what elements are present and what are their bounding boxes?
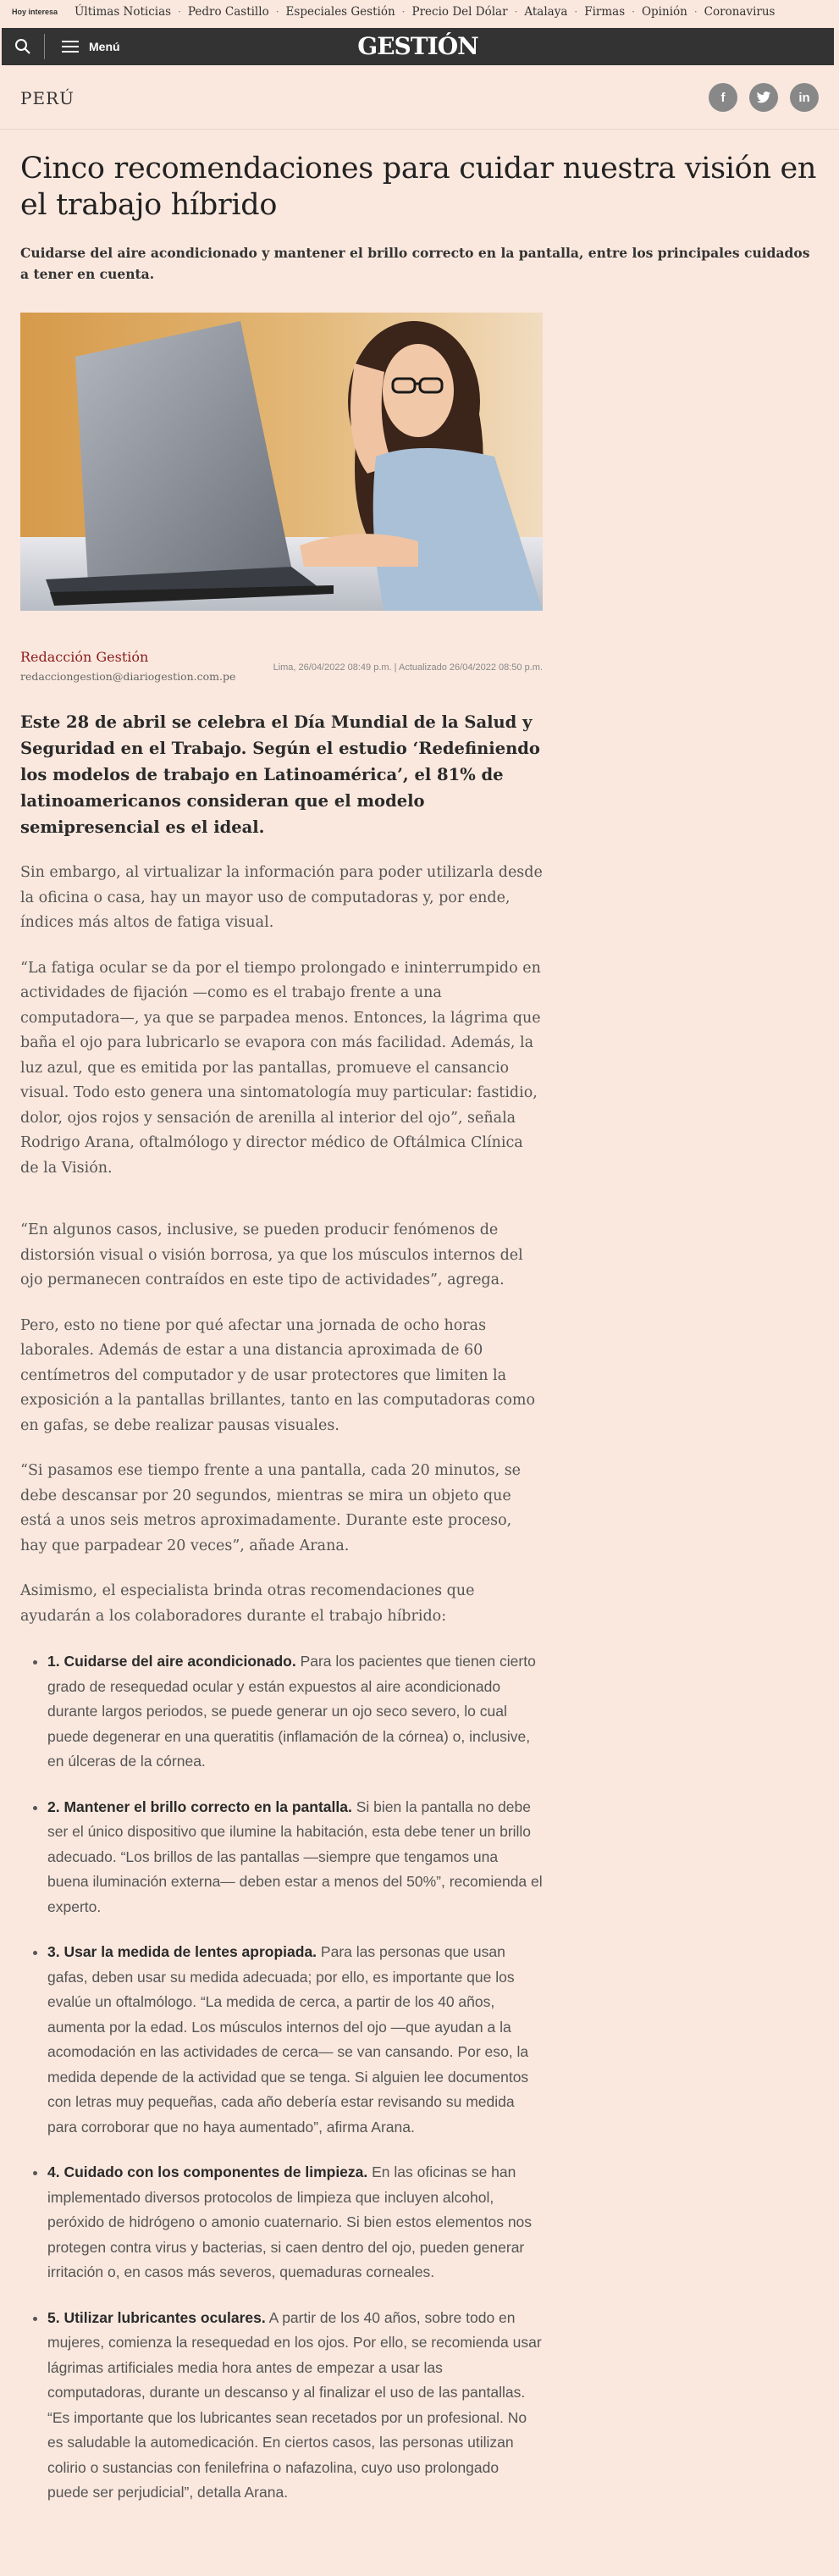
article-body — [20, 709, 543, 2526]
paragraph: “Si pasamos ese tiempo frente a una pantalla, cada 20 minutos, se debe descansar por 20 segundos, mientras se mira un objeto que está a unos seis metros aproximadamente. Durante este proceso, hay que parpadear 20 veces”, añade Arana. — [20, 1462, 522, 1554]
article-subtitle: Cuidarse del aire acondicionado y mantener el brillo correcto en la pantalla, entre los principales cuidados a tener en cuenta. — [20, 245, 810, 282]
recommendation-text: A partir de los 40 años, sobre todo en mujeres, comienza la resequedad en los ojos. Por ello, se recomienda usar lágrimas artificiales media hora antes de empezar a usar las computadoras, durante un descanso y al finalizar el uso de las pantallas. “Es importante que los lubricantes sean recetados por un profesional. No es saludable la automedicación. En ciertos casos, las personas utilizan colirio o sustancias con fenilefrina o nafazolina, cuyo uso prolongado puede ser perjudicial”, detalla Arana. — [47, 2308, 542, 2501]
toplink-atalaya[interactable]: Atalaya — [524, 5, 568, 19]
separator-dot: · — [401, 6, 406, 18]
facebook-icon[interactable]: f — [709, 83, 737, 112]
article-byline — [20, 649, 543, 683]
toplink-coronavirus[interactable]: Coronavirus — [704, 5, 776, 19]
social-share — [709, 83, 819, 112]
twitter-icon[interactable] — [749, 83, 778, 112]
search-icon — [14, 38, 31, 55]
recommendation-text: Para las personas que usan gafas, deben usar su medida adecuada; por ello, es importante que los evalúe un oftalmólogo. “La medida de cerca, a partir de los 40 años, aumenta por la edad. Los músculos internos del ojo —que ayudan a la acomodación en las actividades de cerca— se van cansando. Por eso, la medida depende de la actividad que se tenga. Si alguien lee documentos con letras muy pequeñas, cada año debería estar revisando su medida para corroborar que no haya aumentado”, afirma Arana. — [47, 1943, 529, 2136]
section-bar — [0, 78, 839, 130]
paragraph: Asimismo, el especialista brinda otras recomendaciones que ayudarán a los colaboradores durante el trabajo híbrido: — [20, 1582, 475, 1625]
hoy-interesa-label: Hoy interesa — [12, 8, 58, 16]
separator-dot: · — [632, 6, 635, 18]
woman-laptop-image — [20, 313, 543, 611]
list-item — [47, 1940, 543, 2140]
paragraph: “La fatiga ocular se da por el tiempo prolongado e ininterrumpido en actividades de fijación —como es el trabajo frente a una computadora—, ya que se parpadea menos. Entonces, la lágrima que baña el ojo para lubricarlo se evapora con más facilidad. Además, la luz azul, que es emitida por las pantallas, promueve el cansancio visual. Todo esto genera una sintomatología muy particular: fastidio, dolor, ojos rojos y sensación de arenilla al interior del ojo”, señala Rodrigo Arana, oftalmólogo y director médico de Oftálmica Clínica de la Visión. — [20, 959, 541, 1177]
main-nav — [2, 28, 834, 65]
toplink-ultimas-noticias[interactable]: Últimas Noticias — [75, 5, 172, 19]
separator-dot: · — [178, 6, 181, 18]
toplink-precio-dolar[interactable]: Precio Del Dólar — [411, 5, 508, 19]
list-item — [47, 1649, 543, 1775]
paragraph: Sin embargo, al virtualizar la información para poder utilizarla desde la oficina o casa, hay un mayor uso de computadoras y, por ende, índices más altos de fatiga visual. — [20, 864, 543, 931]
gestion-logo[interactable]: GESTIÓN — [357, 32, 478, 60]
article-title: Cinco recomendaciones para cuidar nuestra visión en el trabajo híbrido — [20, 152, 817, 222]
article-lead: Este 28 de abril se celebra el Día Mundial de la Salud y Seguridad en el Trabajo. Según el estudio ‘Redefiniendo los modelos de trabajo en Latinoamérica’, el 81% de latinoamericanos consideran que el modelo semipresencial es el ideal. — [20, 712, 540, 837]
menu-label: Menú — [89, 40, 120, 53]
author-name[interactable]: Redacción Gestión — [20, 649, 149, 665]
recommendation-title: 5. Utilizar lubricantes oculares. — [47, 2308, 266, 2326]
search-button[interactable] — [2, 38, 44, 55]
top-links-bar — [0, 0, 839, 24]
recommendation-title: 4. Cuidado con los componentes de limpieza. — [47, 2163, 368, 2180]
hamburger-icon — [62, 40, 79, 53]
separator-dot: · — [275, 6, 279, 18]
recommendation-title: 3. Usar la medida de lentes apropiada. — [47, 1943, 317, 1960]
toplink-firmas[interactable]: Firmas — [584, 5, 626, 19]
list-item — [47, 2306, 543, 2506]
section-name[interactable]: PERÚ — [20, 88, 75, 108]
recommendation-text: Para los pacientes que tienen cierto grado de resequedad ocular y están expuestos al aire acondicionado durante largos periodos, se puede generar un ojo seco severo, lo cual puede degenerar en una queratitis (inflamación de la córnea) o, inclusive, en úlceras de la córnea. — [47, 1653, 536, 1770]
paragraph: “En algunos casos, inclusive, se pueden producir fenómenos de distorsión visual o visión borrosa, ya que los músculos internos del ojo permanecen contraídos en este tipo de actividades”, agrega. — [20, 1222, 523, 1288]
publish-date: Lima, 26/04/2022 08:49 p.m. | Actualizado 26/04/2022 08:50 p.m. — [273, 662, 543, 673]
article-photo[interactable] — [20, 313, 543, 611]
separator-dot: · — [693, 6, 698, 18]
linkedin-icon[interactable]: in — [790, 83, 819, 112]
toplink-especiales-gestion[interactable]: Especiales Gestión — [285, 5, 395, 19]
recommendation-title: 1. Cuidarse del aire acondicionado. — [47, 1653, 296, 1670]
toplink-pedro-castillo[interactable]: Pedro Castillo — [187, 5, 269, 19]
separator-dot: · — [574, 6, 578, 18]
list-item — [47, 1795, 543, 1920]
recommendations-list — [20, 1649, 543, 2506]
twitter-bird-glyph — [756, 91, 771, 104]
recommendation-title: 2. Mantener el brillo correcto en la pantalla. — [47, 1798, 352, 1815]
recommendation-text: En las oficinas se han implementado diversos protocolos de limpieza que incluyen alcohol, peróxido de hidrógeno o amonio cuaternario. Si bien estos elementos nos protegen contra virus y bacterias, si caen dentro del ojo, pueden generar irritación o, en casos más severos, quemaduras corneales. — [47, 2163, 533, 2280]
author-email[interactable]: redacciongestion@diariogestion.com.pe — [20, 670, 236, 683]
paragraph: Pero, esto no tiene por qué afectar una jornada de ocho horas laborales. Además de estar a una distancia aproximada de 60 centímetros del computador y de usar protectores que limiten la exposición a la pantallas brillantes, tanto en las computadoras como en gafas, se debe realizar pausas visuales. — [20, 1316, 536, 1434]
nav-divider — [44, 34, 45, 59]
list-item — [47, 2160, 543, 2285]
toplink-opinion[interactable]: Opinión — [641, 5, 687, 19]
article-header — [20, 151, 820, 285]
menu-button[interactable] — [62, 40, 120, 53]
recommendation-text: Si bien la pantalla no debe ser el único dispositivo que ilumine la habitación, esta debe tener un brillo adecuado. “Los brillos de las pantallas —siempre que tengamos una buena iluminación externa— deben estar a menos del 50%”, recomienda el experto. — [47, 1798, 543, 1915]
separator-dot: · — [514, 6, 518, 18]
